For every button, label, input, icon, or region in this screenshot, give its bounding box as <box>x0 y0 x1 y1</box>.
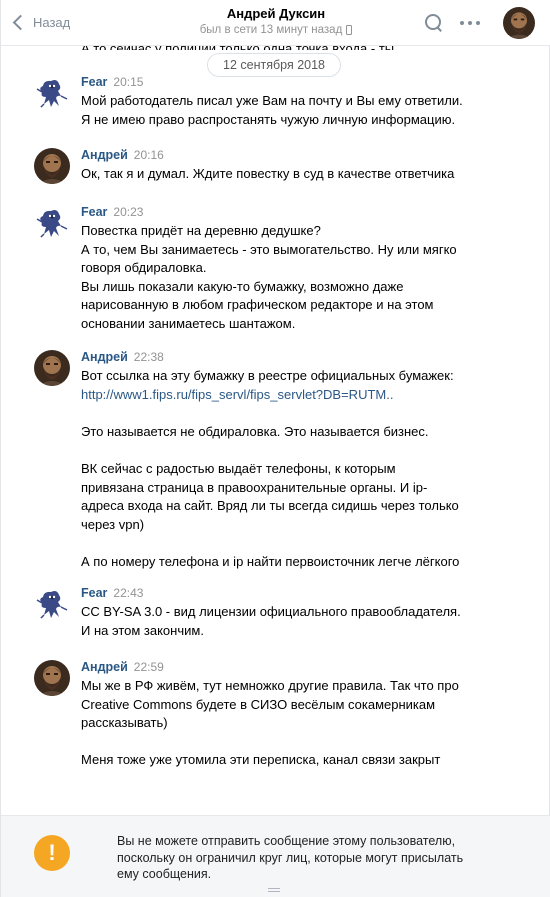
notice-text <box>117 833 507 883</box>
message-time[interactable]: 20:16 <box>133 148 164 162</box>
message-line <box>81 534 521 553</box>
mobile-phone-icon <box>346 25 352 35</box>
message-header <box>81 75 143 89</box>
message-body <box>81 92 521 129</box>
message-line: привязана страница в правоохранительные органы. И ip- <box>81 479 428 495</box>
message-header <box>81 350 164 364</box>
message-header <box>81 586 143 600</box>
message-line: CC BY-SA 3.0 - вид лицензии официального правообладателя. <box>81 604 461 619</box>
author-name[interactable]: Fear <box>81 75 108 89</box>
message-time[interactable]: 22:59 <box>133 660 164 674</box>
message-body <box>81 165 521 184</box>
conversation-title[interactable]: Андрей Дуксин <box>226 6 326 21</box>
message-line <box>81 404 521 423</box>
message-time[interactable]: 20:15 <box>113 75 144 89</box>
back-label: Назад <box>33 14 71 30</box>
message-line: А по номеру телефона и ip найти первоисточник легче лёгкого <box>81 553 460 569</box>
message-line: Мы же в РФ живём, тут немножко другие правила. Так что про <box>81 678 459 693</box>
message-link[interactable]: http://www1.fips.ru/fips_servl/fips_servlet?DB=RUTM.. <box>81 386 394 402</box>
message-line: адреса входа на сайт. Вряд ли ты всегда сидишь через только <box>81 498 459 514</box>
message-line: через vpn) <box>81 516 145 532</box>
author-avatar[interactable] <box>34 148 70 184</box>
notice-line: Вы не можете отправить сообщение этому пользователю, <box>117 834 456 848</box>
message-line: И на этом закончим. <box>81 622 204 638</box>
message-line: говоря обдираловка. <box>81 260 207 276</box>
message-line: основании занимаетесь шантажом. <box>81 315 296 331</box>
message-line: Creative Commons будете в СИЗО весёлым сокамерникам <box>81 696 436 712</box>
message-body <box>81 222 521 334</box>
message-line: Ок, так я и думал. Ждите повестку в суд в качестве ответчика <box>81 166 455 181</box>
message-line: А то, чем Вы занимаетесь - это вымогательство. Ну или мягко <box>81 241 457 257</box>
message-line: рассказывать) <box>81 715 168 731</box>
message-header <box>81 660 164 674</box>
message-line: Повестка придёт на деревню дедушке? <box>81 223 321 238</box>
date-divider: 12 сентября 2018 <box>207 53 341 77</box>
author-avatar[interactable] <box>34 75 70 111</box>
author-avatar[interactable] <box>34 205 70 241</box>
author-avatar[interactable] <box>34 350 70 386</box>
message-line: Это называется не обдираловка. Это называется бизнес. <box>81 423 429 439</box>
message-line: Я не имею право распростанять чужую личную информацию. <box>81 111 456 127</box>
search-icon[interactable] <box>424 13 444 33</box>
author-avatar[interactable] <box>34 660 70 696</box>
online-status <box>200 24 353 36</box>
message-time[interactable]: 20:23 <box>113 205 144 219</box>
message-time[interactable]: 22:38 <box>133 350 164 364</box>
exclamation-icon: ! <box>34 835 70 871</box>
header-avatar[interactable] <box>503 7 535 39</box>
message-line: Вот ссылка на эту бумажку в реестре официальных бумажек: <box>81 368 454 383</box>
notice-line: поскольку он ограничил круг лиц, которые могут присылать <box>117 850 464 865</box>
message-line: нарисованную в любом графическом редакторе и на этом <box>81 297 434 313</box>
message-line: ВК сейчас с радостью выдаёт телефоны, к которым <box>81 460 396 476</box>
more-options-icon[interactable] <box>460 21 480 25</box>
message-line: Вы лишь показали какую-то бумажку, возможно даже <box>81 278 404 294</box>
author-name[interactable]: Fear <box>81 205 108 219</box>
message-body <box>81 367 521 572</box>
composer-disabled-notice <box>1 815 550 897</box>
message-header <box>81 148 164 162</box>
author-name[interactable]: Андрей <box>81 148 128 162</box>
author-avatar[interactable] <box>34 586 70 622</box>
author-name[interactable]: Андрей <box>81 660 128 674</box>
message-line <box>81 441 521 460</box>
message-time[interactable]: 22:43 <box>113 586 144 600</box>
notice-line: ему сообщения. <box>117 867 212 881</box>
last-seen-text: был в сети 13 минут назад <box>199 24 343 36</box>
message-line: Мой работодатель писал уже Вам на почту и Вы ему ответили. <box>81 93 463 108</box>
message-body <box>81 603 521 640</box>
message-line <box>81 733 521 752</box>
author-name[interactable]: Fear <box>81 586 108 600</box>
message-line: Меня тоже уже утомила эти переписка, канал связи закрыт <box>81 752 441 768</box>
message-header <box>81 205 143 219</box>
chat-header <box>1 0 550 46</box>
author-name[interactable]: Андрей <box>81 350 128 364</box>
resize-grip-icon[interactable] <box>268 888 280 892</box>
message-body <box>81 677 521 770</box>
